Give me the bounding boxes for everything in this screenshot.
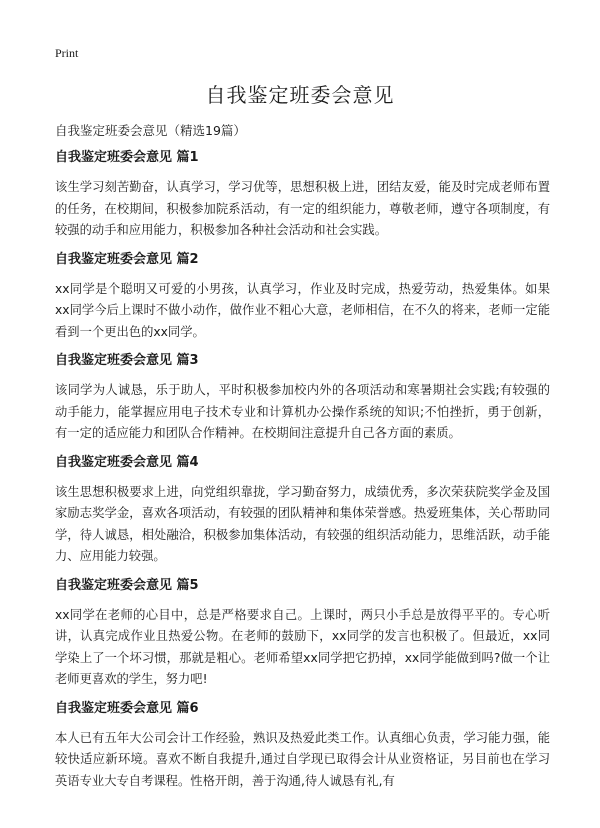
section-body: xx同学是个聪明又可爱的小男孩，认真学习，作业及时完成，热爱劳动，热爱集体。如果xx同学今后上课时不做小动作，做作业不粗心大意，老师相信，在不久的将来，老师一定能看到一个更出色的xx同学。 <box>55 281 550 339</box>
print-label: Print <box>55 46 79 60</box>
section-body: 本人已有五年大公司会计工作经验，熟识及热爱此类工作。认真细心负责，学习能力强，能较快适应新环境。喜欢不断自我提升,通过自学现已取得会计从业资格证，另目前也在学习英语专业大专自考课程。性格开朗，善于沟通,待人诚恳有礼,有 <box>55 730 550 788</box>
section-body: xx同学在老师的心目中，总是严格要求自己。上课时，两只小手总是放得平平的。专心听讲，认真完成作业且热爱公物。在老师的鼓励下，xx同学的发言也积极了。但最近，xx同学染上了一个坏习惯，那就是粗心。老师希望xx同学把它扔掉，xx同学能做到吗?做一个让老师更喜欢的学生，努力吧! <box>55 607 550 686</box>
document-subtitle: 自我鉴定班委会意见（精选19篇） <box>55 123 246 138</box>
section-heading: 自我鉴定班委会意见 篇3 <box>55 353 199 368</box>
section-body: 该同学为人诚恳，乐于助人，平时积极参加校内外的各项活动和寒暑期社会实践;有较强的动手能力，能掌握应用电子技术专业和计算机办公操作系统的知识;不怕挫折，勇于创新，有一定的适应能力和团队合作精神。在校期间注意提升自己各方面的素质。 <box>55 383 550 440</box>
section-body: 该生思想积极要求上进，向党组织靠拢，学习勤奋努力，成绩优秀，多次荣获院奖学金及国家励志奖学金，喜欢各项活动，有较强的团队精神和集体荣誉感。热爱班集体，关心帮助同学，待人诚恳，相处融洽，积极参加集体活动，有较强的组织活动能力，思维活跃，动手能力、应用能力较强。 <box>55 484 550 563</box>
section-6 <box>55 700 550 793</box>
section-2 <box>55 251 550 344</box>
section-1 <box>55 149 550 242</box>
section-body: 该生学习刻苦勤奋，认真学习，学习优等，思想积极上进，团结友爱，能及时完成老师布置的任务，在校期间，积极参加院系活动，有一定的组织能力，尊敬老师，遵守各项制度，有较强的动手和应用能力，积极参加各种社会活动和社会实践。 <box>55 180 550 237</box>
section-3 <box>55 352 550 445</box>
section-heading: 自我鉴定班委会意见 篇4 <box>55 454 199 470</box>
sections-container <box>55 149 550 801</box>
section-4 <box>55 454 550 568</box>
section-heading: 自我鉴定班委会意见 篇1 <box>55 150 199 165</box>
section-heading: 自我鉴定班委会意见 篇5 <box>55 577 199 593</box>
section-5 <box>55 577 550 691</box>
document-title: 自我鉴定班委会意见 <box>205 83 395 107</box>
section-heading: 自我鉴定班委会意见 篇6 <box>55 700 199 716</box>
section-heading: 自我鉴定班委会意见 篇2 <box>55 251 199 267</box>
